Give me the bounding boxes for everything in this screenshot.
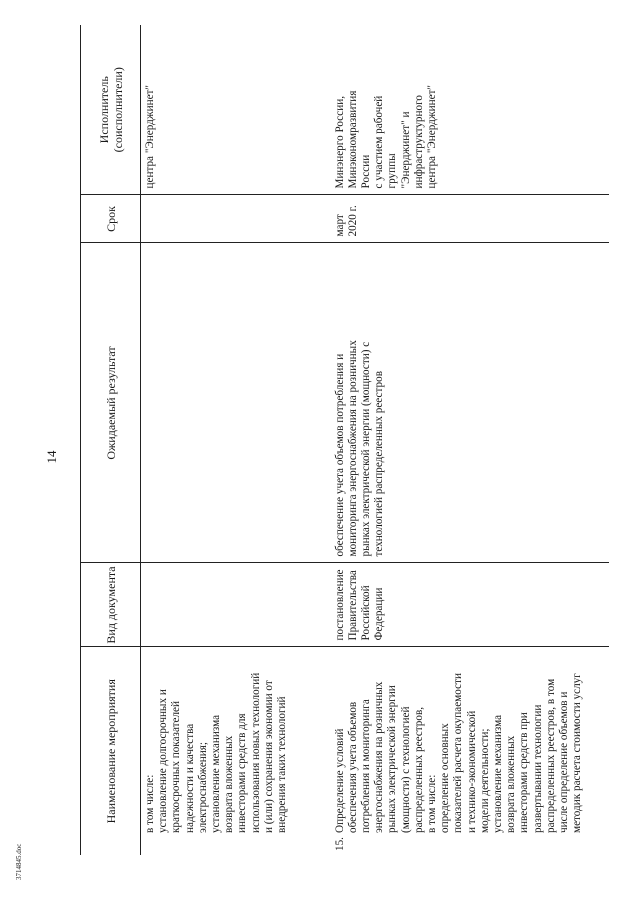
term-line: 2020 г. (346, 205, 359, 237)
measure-name-line: надежности и качества (183, 723, 196, 833)
term-cell (331, 195, 609, 243)
measure-name-line: модели деятельности; (478, 728, 491, 833)
doc-type-cell (141, 563, 331, 647)
measure-name-line: и технико-экономической (465, 710, 478, 833)
measures-table (80, 25, 609, 855)
measure-name-line: показателей расчета окупаемости (452, 673, 465, 833)
executor-cell (331, 25, 609, 195)
term-line: март (333, 214, 346, 237)
result-cell (141, 243, 331, 563)
measure-name-line: развертывании технологии (531, 704, 544, 833)
executor-line: группы (386, 153, 399, 189)
page-number: 14 (44, 450, 59, 464)
measure-name (334, 655, 585, 833)
measure-name-line: и (или) сохранения экономии от (262, 680, 275, 833)
measure-name-line: возврата вложенных (505, 735, 518, 833)
measure-name-cell (141, 647, 331, 855)
header-executor-line: Исполнитель (96, 76, 111, 144)
result-line: мониторинга энергоснабжения на розничных (346, 340, 359, 557)
header-doc-type: Вид документа (81, 563, 141, 647)
executor-line: "Энерджинет" и (399, 111, 412, 189)
doc-type-line: Правительства (346, 570, 359, 641)
measure-name-line: потребления и мониторинга (359, 699, 372, 833)
measure-name-line: числе определение объемов и (557, 691, 570, 833)
measure-name-line: определение основных (439, 723, 452, 833)
executor-cell (141, 25, 331, 195)
measure-name-line: обеспечения учета объемов (346, 701, 359, 833)
file-code: 3714845.doc (15, 843, 23, 880)
measure-name-cell (331, 647, 609, 855)
table-row (331, 25, 609, 855)
result-cell (331, 243, 609, 563)
row-number: 15. (333, 837, 346, 851)
measure-name-line: методик расчета стоимости услуг (571, 673, 584, 833)
executor-line: России (359, 154, 372, 189)
result-line: обеспечение учета объемов потребления и (333, 353, 346, 557)
measure-name-line: распределенных реестров, в том (544, 678, 557, 833)
measure-name-line: установление механизма (210, 714, 223, 833)
doc-type-line: постановление (333, 569, 346, 641)
measure-name-line: в том числе: (425, 774, 438, 833)
executor-line: центра "Энерджинет" (425, 85, 438, 189)
measure-name-line: электроснабжения; (196, 741, 209, 833)
header-executor-line: (соисполнители) (110, 67, 125, 153)
measure-name-line: Определение условий (333, 728, 346, 833)
measure-name-line: в том числе: (144, 774, 156, 833)
measure-name-line: распределенных реестров, (412, 706, 425, 833)
header-name: Наименование мероприятия (81, 647, 141, 855)
executor-line: центра "Энерджинет" (144, 85, 156, 189)
doc-type-cell (331, 563, 609, 647)
result-line: рынках электрической энергии (мощности) с (359, 341, 372, 557)
header-term: Срок (81, 195, 141, 243)
measure-name (144, 655, 289, 833)
measure-name-line: внедрения таких технологий (276, 696, 289, 833)
measure-name-line: (мощности) с технологией (399, 706, 412, 833)
measure-name-line: энергоснабжения на розничных (373, 681, 386, 833)
executor-line: Минэкономразвития (346, 90, 359, 189)
header-executor (81, 25, 141, 195)
doc-type-line: Российской (359, 585, 372, 641)
measure-name-line: установление долгосрочных и (157, 689, 170, 833)
measure-name-line: установление механизма (491, 714, 504, 833)
measure-name-line: инвесторами средств при (518, 712, 531, 833)
executor-line: инфраструктурного (412, 94, 425, 189)
result-line: технологией распределенных реестров (373, 370, 386, 557)
executor-line: с участием рабочей (373, 95, 386, 189)
table-header-row (81, 25, 141, 855)
header-result: Ожидаемый результат (81, 243, 141, 563)
executor-line: Минэнерго России, (333, 96, 346, 189)
doc-type-line: Федерации (373, 587, 386, 641)
measure-name-line: инвесторами средств для (236, 713, 249, 833)
term-cell (141, 195, 331, 243)
measure-name-line: краткосрочных показателей (170, 700, 183, 833)
measure-name-line: возврата вложенных (223, 735, 236, 833)
measure-name-line: рынках электрической энергии (386, 685, 399, 833)
measures-table-wrapper (80, 25, 608, 855)
measure-name-line: использования новых технологий (249, 672, 262, 833)
table-row (141, 25, 331, 855)
